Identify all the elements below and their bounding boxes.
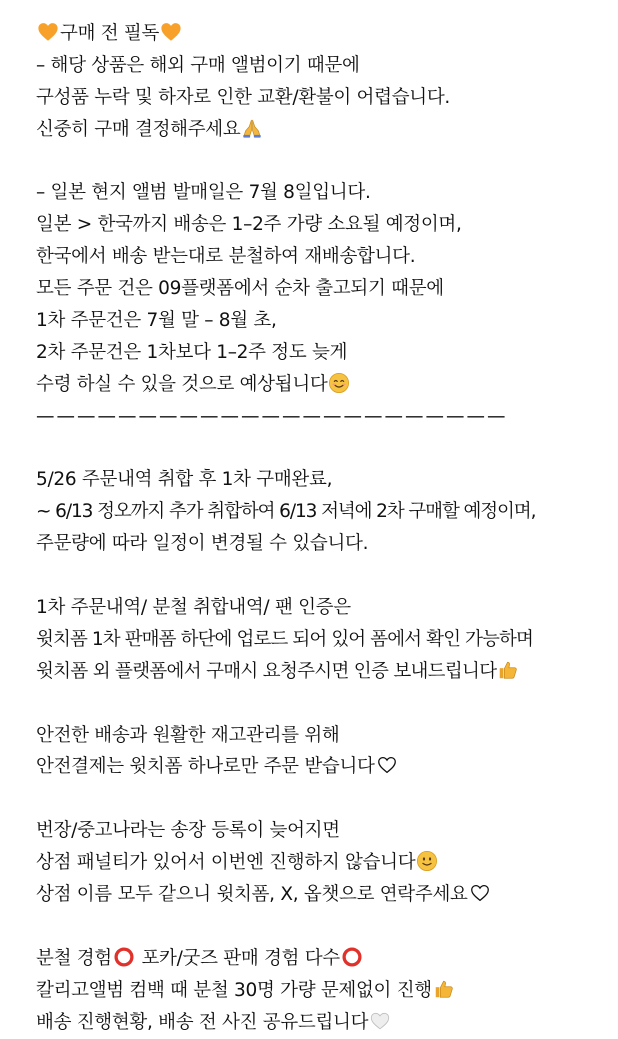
text-line: 안전한 배송과 원활한 재고관리를 위해: [36, 724, 340, 746]
text-line: 번장/중고나라는 송장 등록이 늦어지면: [36, 820, 340, 842]
text-line: 주문량에 따라 일정이 변경될 수 있습니다.: [36, 533, 369, 555]
spacer: [36, 911, 616, 943]
spacer: [36, 146, 616, 178]
text-line: 한국에서 배송 받는대로 분철하여 재배송합니다.: [36, 246, 416, 268]
text-line: 1차 주문건은 7월 말 – 8월 초,: [36, 310, 277, 332]
text-line: 일본 > 한국까지 배송은 1–2주 가량 소요될 예정이며,: [36, 214, 462, 236]
red-circle-icon: [113, 946, 135, 968]
slightly-smiling-face-icon: [416, 850, 438, 872]
white-heart-icon: [376, 754, 398, 776]
text-line: 모든 주문 건은 09플랫폼에서 순차 출고되기 때문에: [36, 278, 444, 300]
text-line: – 해당 상품은 해외 구매 앨범이기 때문에: [36, 54, 360, 76]
thumbs-up-icon: [433, 978, 455, 1000]
text-line: ~ 6/13 정오까지 추가 취합하여 6/13 저녁에 2차 구매할 예정이며,: [36, 501, 536, 523]
text-line: 2차 주문건은 1차보다 1–2주 정도 늦게: [36, 341, 348, 363]
orange-heart-icon: [37, 21, 59, 43]
white-heart-icon: [469, 882, 491, 904]
divider-line: ———————————————————————: [36, 405, 508, 427]
spacer: [36, 433, 616, 465]
text-line: 윗치폼 1차 판매폼 하단에 업로드 되어 있어 폼에서 확인 가능하며: [36, 628, 533, 650]
text-line: 배송 진행현황, 배송 전 사진 공유드립니다: [36, 1007, 616, 1039]
text-line: 윗치폼 외 플랫폼에서 구매시 요청주시면 인증 보내드립니다: [36, 656, 616, 688]
text-line: 상점 이름 모두 같으니 윗치폼, X, 옵챗으로 연락주세요: [36, 879, 616, 911]
notice-header: 구매 전 필독: [36, 18, 616, 50]
text-line: 1차 주문내역/ 분철 취합내역/ 팬 인증은: [36, 597, 351, 619]
thumbs-up-icon: [497, 659, 519, 681]
text-line: 상점 패널티가 있어서 이번엔 진행하지 않습니다: [36, 847, 616, 879]
red-circle-icon: [341, 946, 363, 968]
text-line: 분철 경험 포카/굿즈 판매 경험 다수: [36, 943, 616, 975]
notice-text: [36, 18, 616, 1039]
text-line: 수령 하실 수 있을 것으로 예상됩니다: [36, 369, 616, 401]
white-heart-icon: [369, 1010, 391, 1032]
spacer: [36, 688, 616, 720]
text-line: – 일본 현지 앨범 발매일은 7월 8일입니다.: [36, 182, 371, 204]
folded-hands-icon: [241, 117, 263, 139]
spacer: [36, 560, 616, 592]
text-line: 구성품 누락 및 하자로 인한 교환/환불이 어렵습니다.: [36, 86, 450, 108]
text-line: 신중히 구매 결정해주세요: [36, 114, 616, 146]
spacer: [36, 783, 616, 815]
smiling-face-icon: [328, 372, 350, 394]
orange-heart-icon: [160, 21, 182, 43]
text-line: 5/26 주문내역 취합 후 1차 구매완료,: [36, 469, 333, 491]
text-line: 안전결제는 윗치폼 하나로만 주문 받습니다: [36, 751, 616, 783]
text-line: 칼리고앨범 컴백 때 분철 30명 가량 문제없이 진행: [36, 975, 616, 1007]
